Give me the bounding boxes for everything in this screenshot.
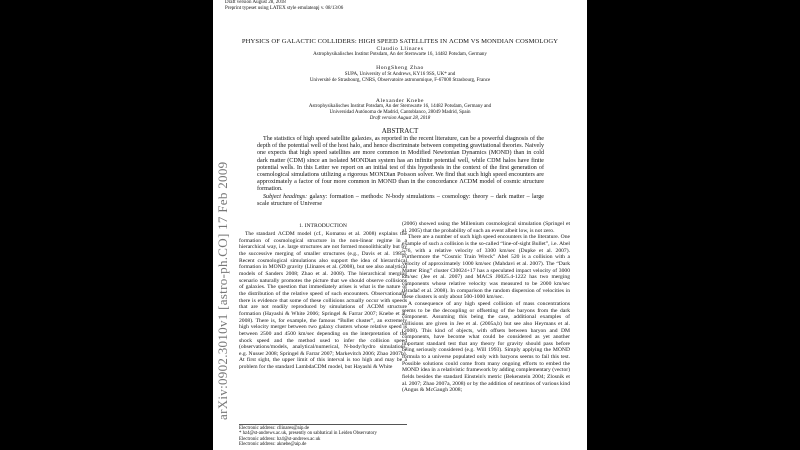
paper-title: PHYSICS OF GALACTIC COLLIDERS: HIGH SPEED SATELLITES IN ΛCDM VS MONDIAN COSMOLOGY [241,38,559,45]
footnote: Electronic address: hz4@st-andrews.ac.uk [239,436,321,442]
author-affiliation: Université de Strasbourg, CNRS, Observatoire astronomique, F-67000 Strasbourg, France [309,78,491,83]
footnotes [239,424,407,447]
paragraph: (2006) showed using the Millenium cosmological simulation (Springel et al. 2005) that the probability of such an event albeit low, is not zero. [402,221,570,234]
abstract-heading: ABSTRACT [381,127,419,135]
left-column [239,231,407,371]
author-affiliation: Universidad Autónoma de Madrid, Cantoblanco, 28049 Madrid, Spain [329,110,471,115]
author-affiliation: Astrophysikalisches Institut Potsdam, An der Sternwarte 16, 14482 Potsdam, Germany [313,52,487,57]
abstract-body [257,136,544,208]
arxiv-stamp: arXiv:0902.3010v1 [astro-ph.CO] 17 Feb 2009 [215,161,230,420]
subject-headings-text: galaxy: formation – methods: N-body simulations – cosmology: theory – dark matter – large scale structure of Universe [257,193,545,207]
author-name: Claudio Llinares [376,46,424,52]
paragraph: The standard ΛCDM model (cf., Komatsu et al. 2008) explains the formation of cosmological structure in the non-linear regime in a hierarchical way, i.e. large structures are not formed monolithically but by the successive merging of smaller structures (e.g., Davis et al. 1985). Recent cosmological simulations also support the idea of hierarchical formation in MOND gravity (Llinares et al. (2008), but see also analytical models of Sanders 2008; Zhao et al. 2008). The hierarchical merging scenario naturally promotes the picture that we should observe collisions of galaxies. The question that immediately arises is what is the nature of the distribution of the relative speed of such encounters. Observationally there is evidence that some of these collisions actually occur with speeds that are not readily reproduced by simulations of ΛCDM structure formation (Hayashi & White 2006; Springel & Farrar 2007; Knebe et al. 2008). There is, for example, the famous “Bullet cluster”, an extremely high velocity merger between two galaxy clusters whose relative speed is between 2500 and 4500 km/sec depending on the interpretation of the shock speed and the method used to infer the collision speed (observations/models, analytical/numerical, N-body/hydro simulations, e.g. Nusser 2008; Springel & Farrar 2007; Markevitch 2006; Zhao 2007b). At first sight, the upper limit of this interval is too high and may be a problem for the standard LambdaCDM model, but Hayashi & White [239,231,407,371]
paragraph: A consequence of any high speed collision of mass concentrations seems to be the decoupling or offsetting of the baryons from the dark component. Assuming this being the case, additional examples of collisions are given in Jee et al. (2005a,b) but see also Heymans et al. (2008). This kind of objects, with offsets between baryon and DM components, have become what could be considered as yet another important standard test that any theory for gravity should pass before being seriously considered (e.g. Will 1993). Simply applying the MOND formula to a universe populated only with baryons seems to fail this test. Possible solutions could come from many ongoing efforts to embed the MOND idea in a relativistic framework by adding complementary (vector) fields besides the standard Einstein's metric (Bekenstein 2004; Zlosnik et al. 2007; Zhao 2007a, 2008) or by the addition of neutrinos of various kind (Angus & McGaugh 2008; [402,300,570,394]
subject-headings-label: Subject headings: [263,193,308,200]
author-affiliation: SUPA, University of St Andrews, KY16 9SS, UK* and [344,72,456,77]
draft-line: Draft version August 28, 2018 [225,0,286,5]
paper-page [213,0,587,450]
draft-version-italic: Draft version August 28, 2018 [369,116,431,121]
section-heading: 1. INTRODUCTION [299,223,347,229]
footnote: * hz4@st-andrews.ac.uk, presently on sabbatical in Leiden Observatory [239,431,377,437]
footnote: Electronic address: aknebe@aip.de [239,441,307,447]
preprint-line: Preprint typeset using LATEX style emulateapj v. 08/13/06 [225,6,344,11]
author-name: HongSheng Zhao [376,65,424,71]
footnote: Electronic address: cllinares@aip.de [239,426,310,431]
abstract-text: The statistics of high speed satellite galaxies, as reported in the recent literature, can be a powerful diagnosis of the depth of the potential well of the host halo, and hence discriminate between competing gravitational theories. Naively one expects that high speed satellites are more common in Modified Newtonian Dynamics (MOND) than in cold dark matter (CDM) since an isolated MONDian system has an infinite potential well, while CDM halos have finite potential wells. In this Letter we report on an initial test of this hypothesis in the context of the first generation of cosmological simulations utilizing a rigorous MONDian Poisson solver. We find that such high speed encounters are approximately a factor of four more common in MOND than in the concordance ΛCDM model of cosmic structure formation. [257,136,544,193]
author-affiliation: Astrophysikalisches Institut Potsdam, An der Sternwarte 16, 14482 Potsdam, Germany and [308,104,492,109]
author-name: Alexander Knebe [375,98,425,104]
right-column [402,221,570,394]
paragraph: There are a number of such high speed encounters in the literature. One example of such a collision is the so-called “line-of-sight Bullet”, i.e. Abel 576, with a relative velocity of 3300 km/sec (Dupke et al. 2007). Furthermore the “Cosmic Train Wreck” Abel 520 is a collision with a velocity of approximately 1000 km/sec (Mahdavi et al. 2007). The “Dark Matter Ring” cluster Cl0024+17 has a speculated impact velocity of 3000 km/sec (Jee et al. 2007) and MACS J0025.4-1222 has two merging components whose relative velocity was measured to be 2000 km/sec (Bradač et al. 2008). In comparison the random dispersion of velocities in these clusters is only about 500-1000 km/sec. [402,234,570,301]
